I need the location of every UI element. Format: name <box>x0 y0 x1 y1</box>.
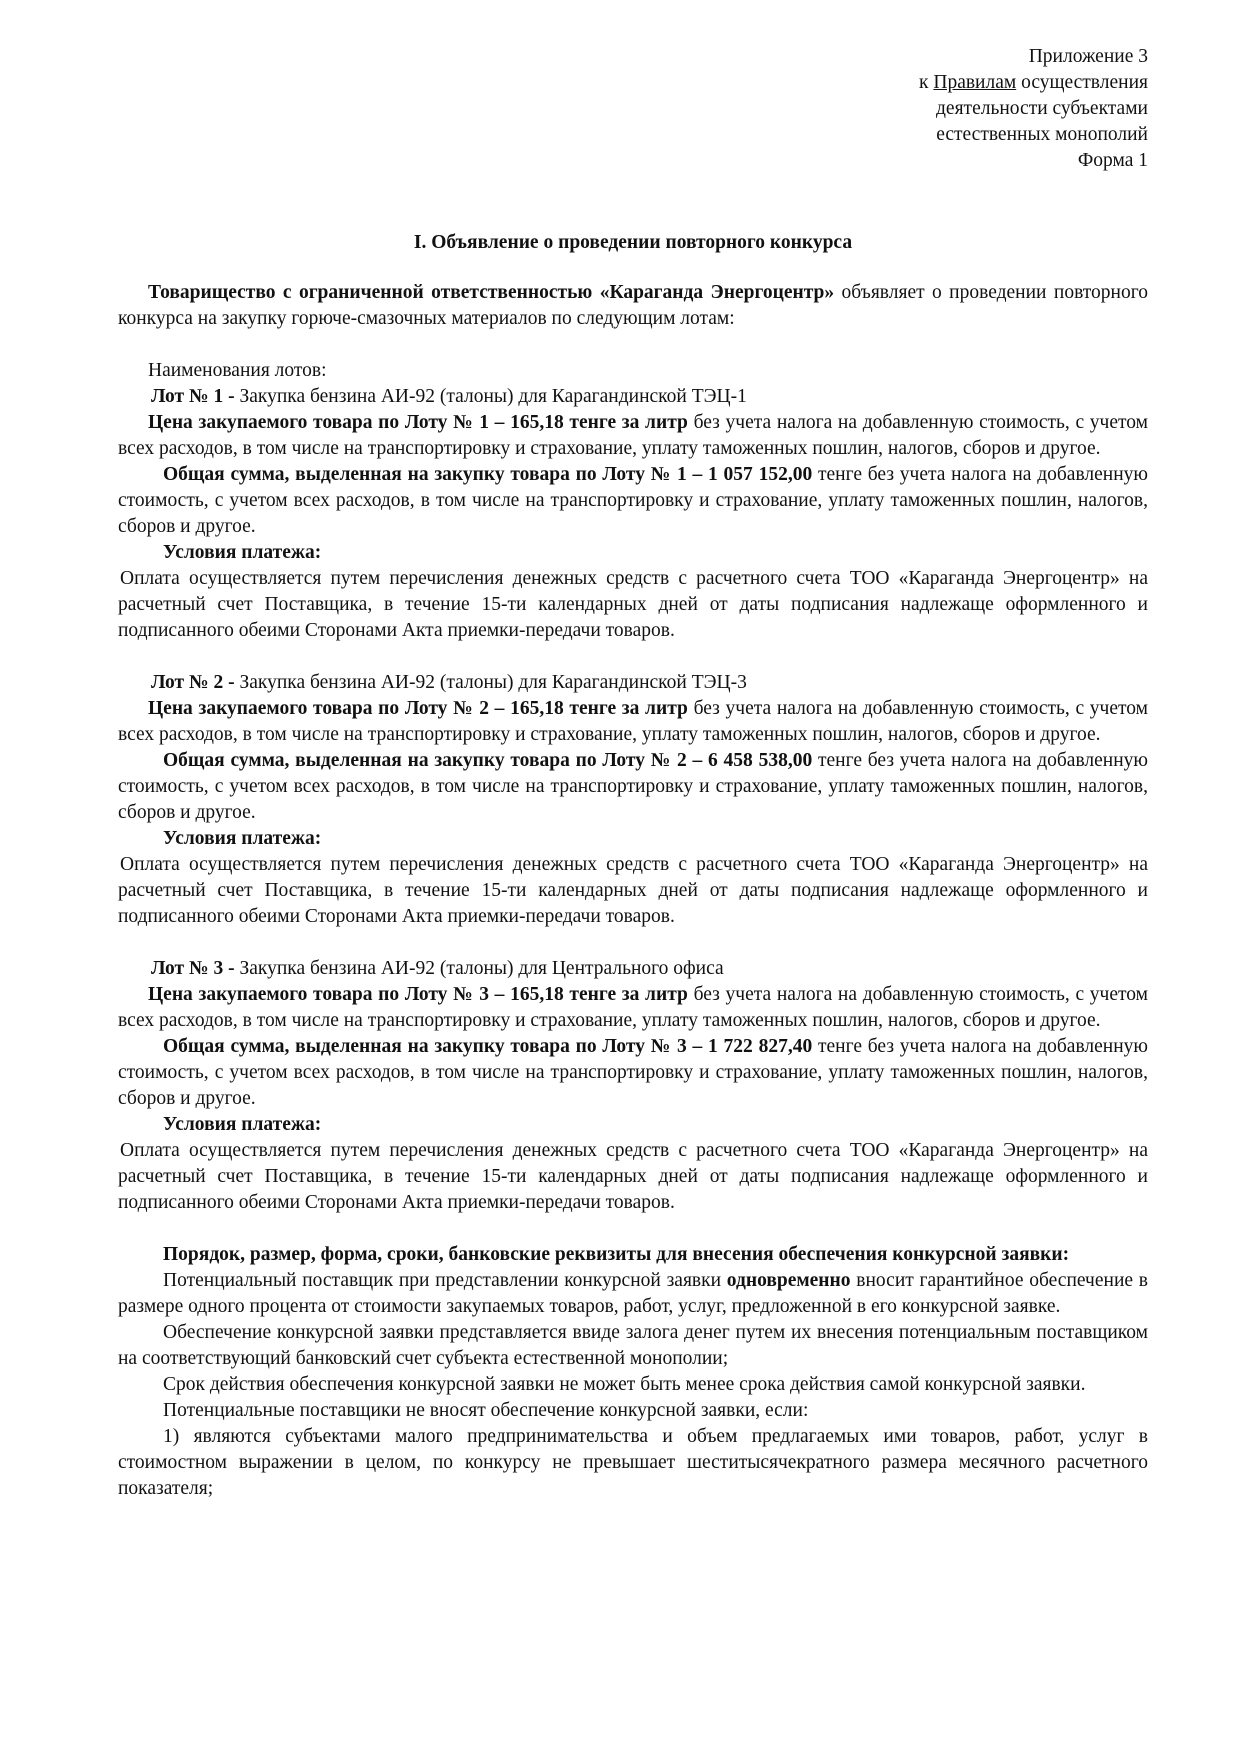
lot-price-text: без учета налога на добавленную стоимость, с учетом всех расходов, в том числе на транспортировку и страхование, уплату таможенных пошлин, налогов, сборов и другое. <box>118 984 1149 1031</box>
form-number: Форма 1 <box>1077 150 1148 171</box>
lot-price <box>118 696 1148 748</box>
appendix-rules-line <box>919 70 1148 96</box>
appendix-line3: деятельности субъектами <box>936 98 1148 119</box>
lot-total-text: тенге без учета налога на добавленную стоимость, с учетом всех расходов, в том числе на транспортировку и страхование, уплату таможенных пошлин, налогов, сборов и другое. <box>118 750 1148 823</box>
lot-price-bold: Цена закупаемого товара по Лоту № 1 – 165,18 тенге за литр <box>148 412 688 433</box>
lot-total <box>118 462 1148 540</box>
lot-title <box>118 384 1148 410</box>
payment-heading: Условия платежа: <box>163 542 322 563</box>
intro-paragraph <box>118 280 1148 332</box>
payment-text: Оплата осуществляется путем перечисления денежных средств с расчетного счета ТОО «Караганда Энергоцентр» на расчетный счет Поставщика, в течение 15-ти календарных дней от даты подписания надлежаще оформленного и подписанного обеими Сторонами Акта приемки-передачи товаров. <box>118 568 1148 641</box>
document-body <box>118 280 1148 1502</box>
lot-label: Лот № 3 - <box>151 958 235 979</box>
bid-security-heading: Порядок, размер, форма, сроки, банковские реквизиты для внесения обеспечения конкурсной заявки: <box>163 1244 1070 1265</box>
lot-price-bold: Цена закупаемого товара по Лоту № 2 – 165,18 тенге за литр <box>148 698 688 719</box>
lot-price-text: без учета налога на добавленную стоимость, с учетом всех расходов, в том числе на транспортировку и страхование, уплату таможенных пошлин, налогов, сборов и другое. <box>118 412 1149 459</box>
lot-total-bold: Общая сумма, выделенная на закупку товара по Лоту № 3 – 1 722 827,40 <box>163 1036 813 1057</box>
lot-label: Лот № 2 - <box>151 672 235 693</box>
lot-section <box>118 384 1148 644</box>
lot-price-text: без учета налога на добавленную стоимость, с учетом всех расходов, в том числе на транспортировку и страхование, уплату таможенных пошлин, налогов, сборов и другое. <box>118 698 1149 745</box>
payment-heading: Условия платежа: <box>163 1114 322 1135</box>
bid-security-p1 <box>118 1268 1148 1320</box>
appendix-number: Приложение 3 <box>1028 46 1148 67</box>
lot-total-bold: Общая сумма, выделенная на закупку товара по Лоту № 2 – 6 458 538,00 <box>163 750 813 771</box>
payment-text: Оплата осуществляется путем перечисления денежных средств с расчетного счета ТОО «Караганда Энергоцентр» на расчетный счет Поставщика, в течение 15-ти календарных дней от даты подписания надлежаще оформленного и подписанного обеими Сторонами Акта приемки-передачи товаров. <box>118 854 1148 927</box>
lot-name: Закупка бензина АИ-92 (талоны) для Центрального офиса <box>234 958 724 979</box>
appendix-header <box>919 44 1148 174</box>
payment-heading: Условия платежа: <box>163 828 322 849</box>
lot-price <box>118 982 1148 1034</box>
lot-total <box>118 1034 1148 1112</box>
lot-price-bold: Цена закупаемого товара по Лоту № 3 – 165,18 тенге за литр <box>148 984 688 1005</box>
rules-link: Правилам <box>933 72 1017 93</box>
lot-total <box>118 748 1148 826</box>
lot-price <box>118 410 1148 462</box>
bid-security-p2: Обеспечение конкурсной заявки представляется ввиде залога денег путем их внесения потенциальным поставщиком на соответствующий банковский счет субъекта естественной монополии; <box>118 1322 1148 1369</box>
p1-bold: одновременно <box>726 1270 851 1291</box>
lot-total-text: тенге без учета налога на добавленную стоимость, с учетом всех расходов, в том числе на транспортировку и страхование, уплату таможенных пошлин, налогов, сборов и другое. <box>118 1036 1148 1109</box>
lot-section <box>118 956 1148 1216</box>
lot-label: Лот № 1 - <box>151 386 235 407</box>
organization-name: Товарищество с ограниченной ответственностью «Караганда Энергоцентр» <box>148 282 835 303</box>
lots-heading: Наименования лотов: <box>148 360 327 381</box>
lot-title <box>118 670 1148 696</box>
lot-name: Закупка бензина АИ-92 (талоны) для Карагандинской ТЭЦ-1 <box>234 386 747 407</box>
bid-security-p3: Срок действия обеспечения конкурсной заявки не может быть менее срока действия самой конкурсной заявки. <box>163 1374 1086 1395</box>
lot-total-text: тенге без учета налога на добавленную стоимость, с учетом всех расходов, в том числе на транспортировку и страхование, уплату таможенных пошлин, налогов, сборов и другое. <box>118 464 1148 537</box>
lot-name: Закупка бензина АИ-92 (талоны) для Карагандинской ТЭЦ-3 <box>234 672 747 693</box>
intro-text: объявляет о проведении повторного конкурса на закупку горюче-смазочных материалов по следующим лотам: <box>118 282 1149 329</box>
document-title: I. Объявление о проведении повторного конкурса <box>413 232 853 253</box>
p1-text-b: вносит гарантийное обеспечение в размере одного процента от стоимости закупаемых товаров, работ, услуг, предложенной в его конкурсной заявке. <box>118 1270 1148 1317</box>
appendix-line4: естественных монополий <box>936 124 1148 145</box>
payment-text: Оплата осуществляется путем перечисления денежных средств с расчетного счета ТОО «Караганда Энергоцентр» на расчетный счет Поставщика, в течение 15-ти календарных дней от даты подписания надлежаще оформленного и подписанного обеими Сторонами Акта приемки-передачи товаров. <box>118 1140 1148 1213</box>
lot-title <box>118 956 1148 982</box>
bid-security-section <box>118 1242 1148 1502</box>
lot-total-bold: Общая сумма, выделенная на закупку товара по Лоту № 1 – 1 057 152,00 <box>163 464 813 485</box>
bid-security-p5: 1) являются субъектами малого предпринимательства и объем предлагаемых ими товаров, работ, услуг в стоимостном выражении в целом, по конкурсу не превышает шеститысячекратного размера месячного расчетного показателя; <box>118 1426 1148 1499</box>
p1-text-a: Потенциальный поставщик при представлении конкурсной заявки <box>163 1270 727 1291</box>
bid-security-p4: Потенциальные поставщики не вносят обеспечение конкурсной заявки, если: <box>163 1400 809 1421</box>
rules-prefix: к <box>919 72 934 93</box>
lot-section <box>118 670 1148 930</box>
rules-suffix: осуществления <box>1016 72 1148 93</box>
